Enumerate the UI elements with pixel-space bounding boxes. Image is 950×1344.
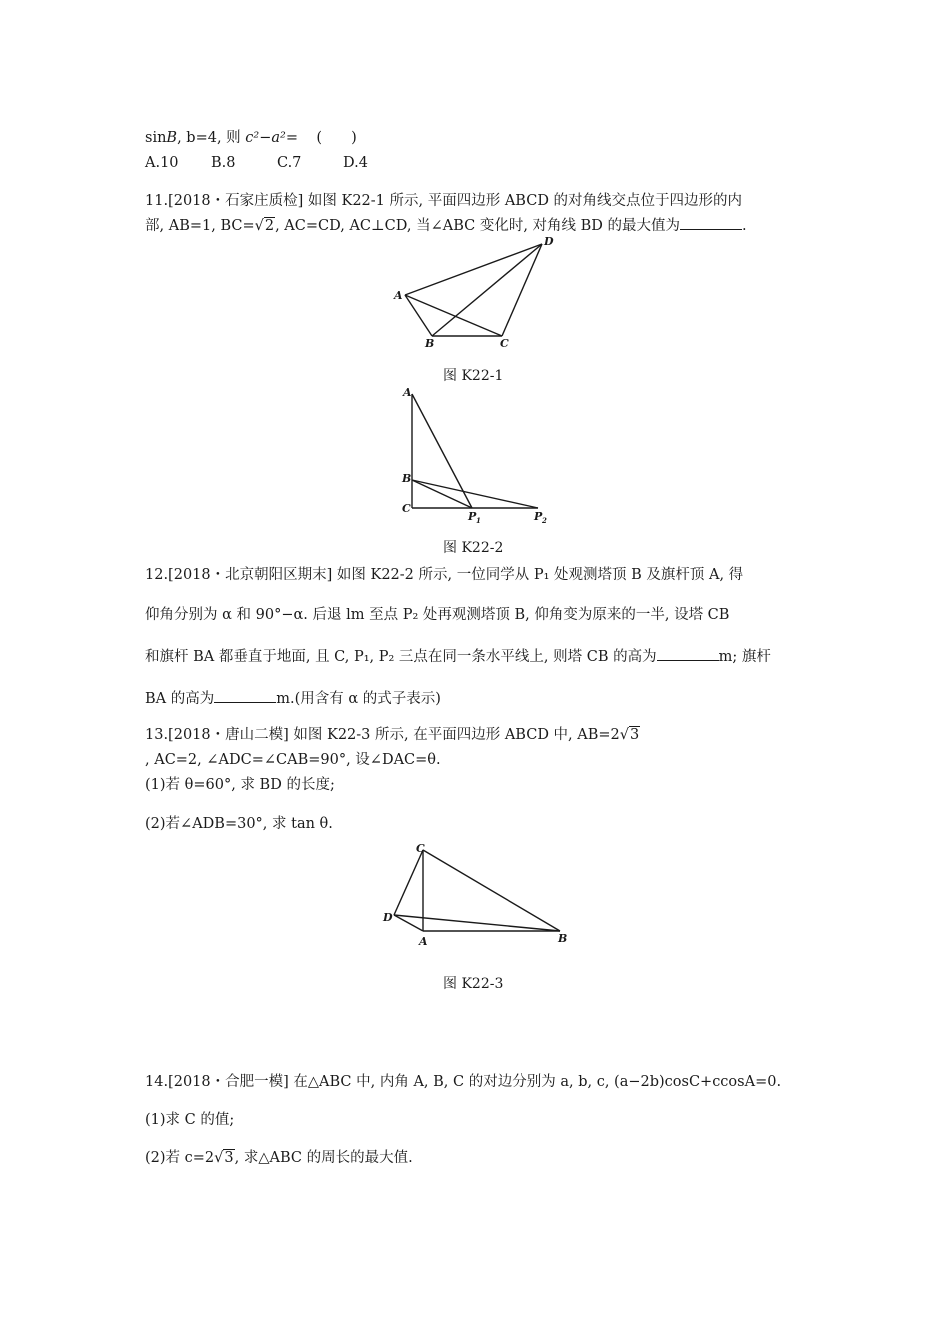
label-c: C [416,842,425,855]
answer-blank [680,215,742,230]
sight-p1-b [412,480,472,508]
figure-k22-1 [390,232,560,352]
figure-caption-k22-1: 图 K22-1 [443,368,504,384]
q13-line1: 13.[2018・唐山二模] 如图 K22-3 所示, 在平面四边形 ABCD 中, AB=2√3 [145,727,640,743]
label-p1-sub: 1 [476,516,481,525]
q13-line4: (2)若∠ADB=30°, 求 tan θ. [145,816,333,832]
sqrt-symbol: √3 [214,1150,234,1166]
q12-line1: 12.[2018・北京朝阳区期末] 如图 K22-2 所示, 一位同学从 P₁ 处观测塔顶 B 及旗杆顶 A, 得 [145,567,744,583]
label-b: B [558,932,568,945]
label-d: D [383,911,393,924]
edge-cd [394,850,423,915]
option-a: A.10 [145,155,179,171]
label-c: C [402,502,411,515]
q14-line1: 14.[2018・合肥一模] 在△ABC 中, 内角 A, B, C 的对边分别为 a, b, c, (a−2b)cosC+ccosA=0. [145,1074,782,1090]
edge-cb [423,850,560,931]
sight-p2-b [412,480,538,508]
option-d: D.4 [343,155,368,171]
answer-blank-cb [657,646,719,661]
label-c: C [500,337,509,350]
diagonal-bd [432,244,542,336]
q14-line2: (1)求 C 的值; [145,1112,235,1128]
label-b: B [425,337,435,350]
label-a: A [419,935,428,948]
q10-options [145,153,368,173]
edge-cd [502,244,542,336]
q11-line2: 部, AB=1, BC=√2, AC=CD, AC⊥CD, 当∠ABC 变化时, 对角线 BD 的最大值为 . [145,215,747,236]
diagonal-ac [405,295,502,336]
q12-line4: BA 的高为 m.(用含有 α 的式子表示) [145,688,441,709]
label-a: A [403,386,412,399]
q14-line3: (2)若 c=2√3, 求△ABC 的周长的最大值. [145,1150,413,1166]
label-a: A [394,289,403,302]
q10-line1: sinB, b=4, 则 c²−a²= ( ) [145,130,357,146]
q11-line1: 11.[2018・石家庄质检] 如图 K22-1 所示, 平面四边形 ABCD 的对角线交点位于四边形的内 [145,193,743,209]
edge-ad [405,244,542,295]
option-b: B.8 [211,155,236,171]
answer-blank-ba [214,688,276,703]
label-p2: P [534,510,543,523]
q12-line3: 和旗杆 BA 都垂直于地面, 且 C, P₁, P₂ 三点在同一条水平线上, 则塔 CB 的高为 m; 旗杆 [145,646,771,667]
figure-caption-k22-2: 图 K22-2 [443,540,504,556]
sqrt-symbol: √2 [254,218,275,234]
q12-line2: 仰角分别为 α 和 90°−α. 后退 lm 至点 P₂ 处再观测塔顶 B, 仰角变为原来的一半, 设塔 CB [145,607,730,623]
q13-line3: (1)若 θ=60°, 求 BD 的长度; [145,777,335,793]
figure-k22-2 [398,384,558,524]
q13-line2: , AC=2, ∠ADC=∠CAB=90°, 设∠DAC=θ. [145,752,441,768]
label-p2-sub: 2 [542,516,547,525]
label-d: D [544,235,554,248]
label-b: B [402,472,412,485]
figure-caption-k22-3: 图 K22-3 [443,976,504,992]
sqrt-symbol: √3 [619,727,640,743]
figure-k22-3 [380,840,580,950]
label-p1: P [468,510,477,523]
option-c: C.7 [277,155,302,171]
